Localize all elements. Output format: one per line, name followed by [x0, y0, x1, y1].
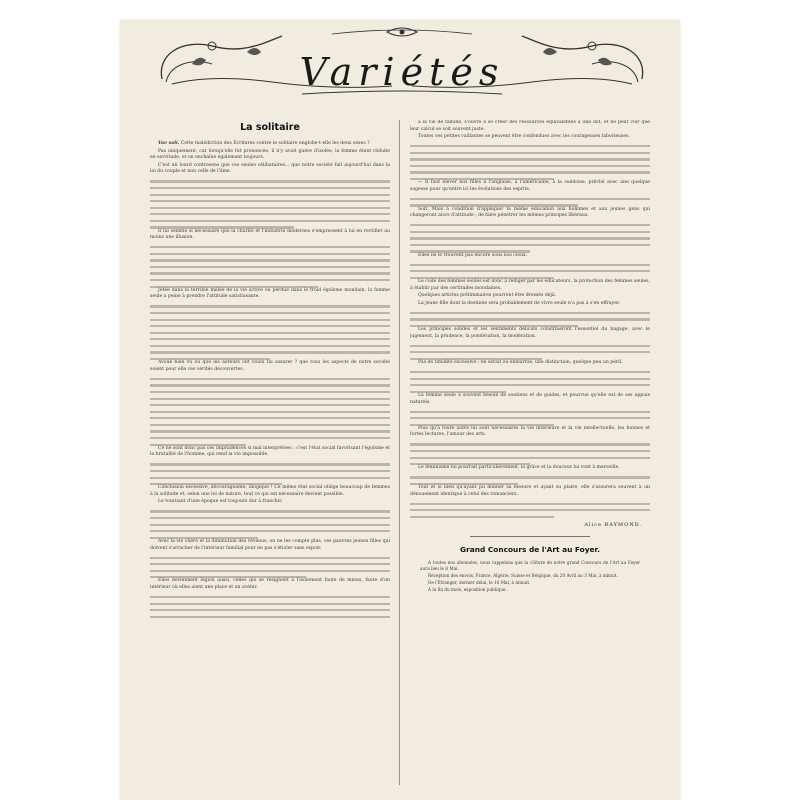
- concours-body: [410, 560, 650, 593]
- article-paragraph: Plus qu'à toute autre lui sont nécessaires la vie intérieure et la vie intellectuelle, les bonnes et fortes lectures, l'amour des arts.: [410, 425, 650, 438]
- article-paragraph: Vae soli. Cette malédiction des Écritures contre le solitaire englobe-t-elle les deux sexes ?: [158, 141, 370, 146]
- concours-title: Grand Concours de l'Art au Foyer.: [460, 545, 600, 555]
- ornamental-header: [152, 24, 652, 104]
- article-paragraph: Il lui semble si nécessaire que la charité et l'industrie modernes s'empressent à lui en rectifier au moins une illusion.: [150, 228, 390, 241]
- section-title: Variétés: [299, 50, 505, 94]
- article-paragraph: La femme seule a souvent besoin de soutiens et de guides, et pourvue qu'elle est de ses appuis naturels.: [410, 392, 650, 405]
- article-paragraph: Elles ne le trouvent pas encore sous nos cieux.: [418, 252, 528, 258]
- article-paragraph: Le féminisme lui pourrait particulièrement, la grâce et la douceur lui vont à merveille.: [418, 465, 620, 471]
- article-paragraph: La jeune fille dont la destinée sera probablement de vivre seule n'a pas à s'en effrayer.: [418, 300, 621, 306]
- article-paragraph: Toutes ces petites vaillantes se peuvent être confondues avec les courageuses laborieuses.: [418, 134, 630, 140]
- article-paragraph: Soit. Mais à condition d'appliquer la même éducation aux hommes et aux jeunes gens qui changeront alors d'attitude ; de faire pénétrer les mêmes principes libéraux.: [410, 206, 650, 219]
- section-separator: [470, 536, 590, 537]
- article-paragraph: Quelques articles préliminaires pourront être dressés déjà.: [418, 293, 557, 299]
- article-paragraph: Jetée dans la terrible mêlée de la vie active ou perdue dans le froid égoïsme mondain, la femme seule a peine à prendre l'attitude satisfaisante.: [150, 287, 390, 300]
- article-paragraph: Pas de timidité excessive : ne serait ou embarras, une distinction, quelque peu un péril.: [418, 360, 623, 366]
- right-column: [410, 120, 650, 790]
- article-paragraph: C'est un lourd contresens que ces seules célibataires... que notre société fait aujourd'hui dans la loi du couple et non celle de l'âme.: [150, 162, 390, 175]
- article-lead: Vae soli.: [158, 141, 180, 146]
- article-title: La solitaire: [240, 122, 300, 133]
- article-paragraph: à la vie de famille, s'ouvre à se créer des ressources équivalentes à une dot, et ne peut voir que leur calcul se soit souvent juste.: [410, 120, 650, 132]
- column-divider: [399, 120, 400, 785]
- article-paragraph: Elles deviennent légion aussi, celles qui se résignent à l'isolement faute de mieux, faute d'un intérieur où elles aient une place et un avenir.: [150, 578, 390, 591]
- article-paragraph: Le code des femmes seules est donc à rédiger par les éducateurs, la protection des femmes seules, à établir par des certitudes mondaines.: [410, 279, 650, 291]
- article-paragraph: Tout et si bien qu'ayant pu donner sa mesure et ayant su plaire, elle s'assurera souvent à un dénouement identique à celui des romanciers.: [410, 485, 650, 497]
- article-paragraph: Avoué bien vu ou que les auteurs ont voulu lui assurer ? que tous les aspects de notre société soient pour elle ces vérités découvertes.: [150, 360, 390, 372]
- article-paragraph: Ce ne sont donc pas ces imprudences si mal interprétées : c'est l'état social favorisant l'égoïsme et la brutalité de l'homme, qui rend la vie impossible.: [150, 445, 390, 458]
- concours-paragraph: A la fin du mois, exposition publique.: [428, 587, 507, 593]
- article-paragraph: — Il faut élever nos filles à l'anglaise, à l'américaine, à la suédoise, prêché avec une quelque sagesse pour qu'entre ici les évolutions des esprits.: [410, 180, 650, 192]
- concours-paragraph: Réception des envois, France, Algérie, Suisse et Belgique, du 20 Avril au 3 Mai, à minuit.: [428, 573, 618, 579]
- article-paragraph: Les principes solides et les sentiments délicats constitueront l'essentiel du bagage, avec le jugement, la prudence, la pondération, la modération.: [410, 327, 650, 339]
- article-paragraph: Le tournant d'une époque est toujours dur à franchir.: [158, 499, 283, 505]
- article-paragraph: Pas uniquement, car lorsqu'elle fut prononcée, il n'y avait guère d'isolée, la femme étant réduite en servitude, et on enchaîne également toujours.: [150, 148, 390, 161]
- article-paragraph: Avec la vie chère et la diminution des revenus, on ne les compte plus, ces pauvres jeunes filles qui doivent s'arracher de l'intérieur familial pour ne pas s'étioler sans espoir.: [150, 538, 390, 551]
- concours-paragraph: A toutes nos abonnées, nous rappelons que la clôture de notre grand Concours de l'Art au Foyer aura lieu le 8 Mai.: [420, 560, 640, 572]
- left-column: [150, 120, 390, 790]
- article-paragraph: Conclusion excessive, décourageante, illogique ! Ce même état social oblige beaucoup de femmes à la solitude et, selon une loi de nature, tout ce qui est nécessaire devient possible.: [150, 485, 390, 497]
- article-signature: Alice RAYMOND.: [584, 522, 642, 529]
- newspaper-page: [120, 20, 680, 800]
- concours-paragraph: De l'Étranger, dernier délai, le 10 Mai, à minuit.: [428, 580, 531, 586]
